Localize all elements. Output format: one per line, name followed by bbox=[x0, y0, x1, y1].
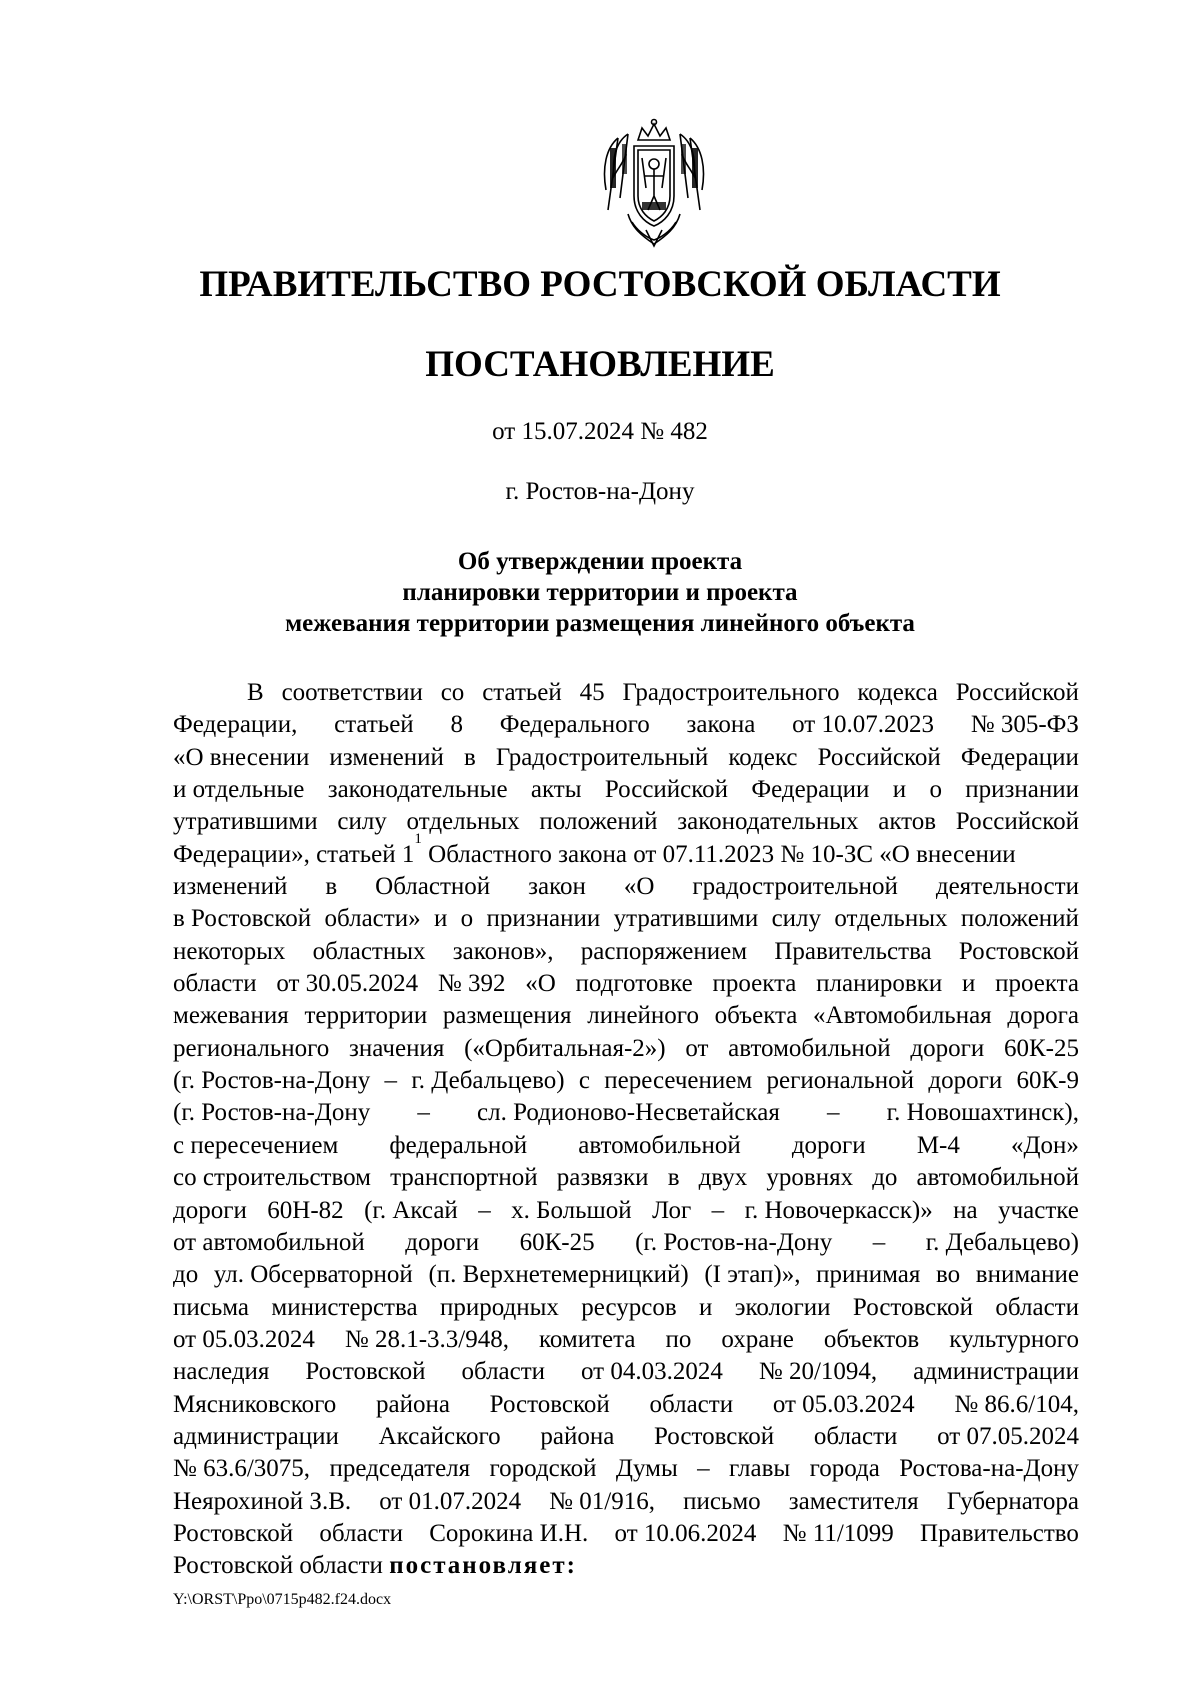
organization-title: ПРАВИТЕЛЬСТВО РОСТОВСКОЙ ОБЛАСТИ bbox=[199, 264, 1001, 305]
body-word: двух bbox=[698, 1164, 748, 1192]
document-type-title: ПОСТАНОВЛЕНИЕ bbox=[425, 344, 775, 385]
body-word: охране bbox=[721, 1325, 794, 1353]
body-word: в Ростовской bbox=[173, 905, 312, 933]
body-word: во bbox=[936, 1261, 961, 1289]
body-word: (п. Верхнетемерницкий) bbox=[428, 1261, 689, 1289]
body-word: 60К-25 bbox=[519, 1228, 595, 1256]
body-word: межевания bbox=[173, 1002, 289, 1030]
body-word: х. Большой bbox=[511, 1196, 632, 1224]
body-word: ул. Обсерваторной bbox=[213, 1261, 413, 1289]
subject-line: планировки территории и проекта bbox=[402, 579, 798, 606]
body-word: статьей bbox=[334, 711, 414, 739]
body-word: – bbox=[872, 1228, 886, 1256]
body-word: дороги bbox=[910, 1034, 985, 1062]
body-word: положений bbox=[539, 808, 658, 836]
body-word: Градостроительного bbox=[622, 679, 840, 706]
body-word: от 05.03.2024 bbox=[772, 1390, 915, 1418]
body-word: до bbox=[173, 1261, 199, 1289]
body-word: пересечением bbox=[604, 1067, 753, 1095]
body-line bbox=[173, 1097, 1079, 1129]
body-word: от bbox=[685, 1034, 709, 1062]
body-word: дороги bbox=[791, 1131, 866, 1159]
body-word: от автомобильной bbox=[173, 1228, 365, 1256]
body-word: комитета bbox=[539, 1325, 636, 1353]
body-word: администрации bbox=[913, 1358, 1079, 1386]
body-word: – bbox=[417, 1099, 430, 1127]
body-word: Федерации, bbox=[173, 711, 298, 739]
document-city: г. Ростов-на-Дону bbox=[505, 478, 695, 505]
body-word: автомобильной bbox=[728, 1034, 891, 1062]
subject-line: Об утверждении проекта bbox=[457, 548, 743, 575]
body-word: («Орбитальная-2») bbox=[464, 1034, 666, 1062]
body-word: области bbox=[813, 1422, 898, 1450]
body-word: сл. Родионово-Несветайская bbox=[477, 1099, 780, 1127]
body-word: Российской bbox=[604, 776, 729, 804]
body-word: Российской bbox=[955, 679, 1079, 706]
body-word: в bbox=[325, 873, 338, 901]
body-word: М-4 bbox=[916, 1131, 960, 1159]
body-word: по bbox=[665, 1325, 692, 1353]
body-word: культурного bbox=[949, 1325, 1079, 1353]
body-word: министерства bbox=[271, 1293, 418, 1321]
body-word: письма bbox=[173, 1293, 250, 1321]
body-word: Ростовской bbox=[489, 1390, 610, 1418]
body-word: проекта bbox=[995, 970, 1079, 998]
body-word: принимая bbox=[816, 1261, 921, 1289]
body-word: актов bbox=[878, 808, 937, 836]
body-word: – bbox=[827, 1099, 840, 1127]
body-word: г. Новочеркасск)» bbox=[744, 1196, 933, 1224]
body-word: председателя bbox=[329, 1455, 471, 1483]
body-word: Ростовской bbox=[958, 937, 1079, 965]
body-word: линейного bbox=[587, 1002, 699, 1030]
body-word: экологии bbox=[734, 1293, 831, 1321]
body-text: Федерации», статьей 1 bbox=[173, 840, 415, 868]
body-word: федеральной bbox=[389, 1131, 528, 1159]
body-word: «Автомобильная bbox=[813, 1002, 992, 1030]
body-word: (I этап)», bbox=[704, 1261, 801, 1289]
body-word: Думы bbox=[615, 1455, 678, 1483]
body-word: закона bbox=[686, 711, 756, 739]
body-word: законодательных bbox=[677, 808, 859, 836]
body-word: некоторых bbox=[173, 937, 286, 965]
document-date-number: от 15.07.2024 № 482 bbox=[492, 418, 708, 445]
body-word: Правительства bbox=[774, 937, 932, 965]
body-word: в bbox=[463, 743, 476, 771]
body-word: Правительство bbox=[920, 1519, 1079, 1547]
body-line bbox=[173, 1227, 1079, 1259]
body-word: № 305-ФЗ bbox=[970, 711, 1079, 739]
body-word: (г. Ростов-на-Дону bbox=[173, 1067, 371, 1095]
body-word: Федерации bbox=[751, 776, 870, 804]
subject-line: межевания территории размещения линейного объекта bbox=[285, 610, 915, 637]
body-word: региональной bbox=[766, 1067, 915, 1095]
file-path-footer: Y:\ORST\Ppo\0715p482.f24.docx bbox=[173, 1591, 392, 1608]
body-word: г. Дебальцево) bbox=[411, 1067, 565, 1095]
body-word: утратившими bbox=[613, 905, 759, 933]
body-word: Аксайского bbox=[378, 1422, 501, 1450]
body-word: – bbox=[697, 1455, 710, 1483]
body-line bbox=[173, 936, 1079, 968]
body-word: от 01.07.2024 bbox=[379, 1487, 522, 1515]
body-word: 45 bbox=[579, 679, 605, 706]
body-word: (г. Аксай bbox=[364, 1196, 458, 1224]
body-word: Губернатора bbox=[946, 1487, 1079, 1515]
body-word: «О bbox=[525, 970, 556, 998]
body-text: Областного закона от 07.11.2023 № 10-ЗС «О внесении bbox=[421, 840, 1016, 868]
body-word: области bbox=[173, 970, 257, 998]
body-word: Российской bbox=[817, 743, 941, 771]
body-word: признании bbox=[965, 776, 1079, 804]
body-word: и bbox=[961, 970, 976, 998]
body-word: № 01/916, bbox=[549, 1487, 655, 1515]
body-word: Федерального bbox=[499, 711, 650, 739]
body-word: «О bbox=[623, 873, 655, 901]
body-word: и отдельные bbox=[173, 776, 305, 804]
body-word: от 30.05.2024 bbox=[276, 970, 419, 998]
document-subject bbox=[0, 546, 1200, 639]
body-word: Неярохиной З.В. bbox=[173, 1487, 352, 1515]
body-line bbox=[173, 1453, 1079, 1485]
body-word: изменений bbox=[173, 873, 288, 901]
body-word: отдельных bbox=[406, 808, 520, 836]
body-word: изменений bbox=[329, 743, 444, 771]
body-word: акты bbox=[530, 776, 582, 804]
body-word: (г. Ростов-на-Дону bbox=[635, 1228, 833, 1256]
body-word: области bbox=[319, 1519, 403, 1547]
body-word: № 86.6/104, bbox=[954, 1390, 1079, 1418]
body-word: градостроительной bbox=[692, 873, 898, 901]
body-superscript: 1 bbox=[414, 830, 422, 847]
body-word: развязки bbox=[556, 1164, 649, 1192]
body-word: № 28.1-3.3/948, bbox=[344, 1325, 509, 1353]
body-word: транспортной bbox=[390, 1164, 538, 1192]
body-word: Сорокина И.Н. bbox=[429, 1519, 589, 1547]
body-word: от 05.03.2024 bbox=[173, 1325, 315, 1353]
body-word: силу bbox=[771, 905, 822, 933]
body-word: района bbox=[375, 1390, 450, 1418]
body-word: распоряжением bbox=[580, 937, 748, 965]
body-word: района bbox=[540, 1422, 615, 1450]
body-word: дорога bbox=[1007, 1002, 1079, 1030]
body-word: с bbox=[578, 1067, 590, 1095]
body-word: администрации bbox=[173, 1422, 339, 1450]
body-word: внимание bbox=[975, 1261, 1079, 1289]
body-word: объекта bbox=[714, 1002, 798, 1030]
rostov-region-coat-of-arms-icon bbox=[598, 118, 710, 248]
body-word: города bbox=[809, 1455, 880, 1483]
body-word: 60Н-82 bbox=[267, 1196, 344, 1224]
body-word: отдельных bbox=[834, 905, 948, 933]
body-word: № 11/1099 bbox=[782, 1519, 894, 1547]
body-line bbox=[173, 1162, 1079, 1194]
body-word: силу bbox=[337, 808, 387, 836]
body-word: 8 bbox=[450, 711, 463, 739]
body-word: от 10.06.2024 bbox=[614, 1519, 757, 1547]
body-word: области bbox=[995, 1293, 1079, 1321]
body-line bbox=[173, 1292, 1079, 1324]
body-word: дороги bbox=[173, 1196, 247, 1224]
body-word: автомобильной bbox=[916, 1164, 1079, 1192]
body-word: закон bbox=[528, 873, 586, 901]
body-word: законов», bbox=[452, 937, 554, 965]
body-word: в bbox=[667, 1164, 680, 1192]
body-word: о bbox=[929, 776, 942, 804]
body-line bbox=[173, 742, 1079, 774]
body-word: и bbox=[892, 776, 907, 804]
resolution-keyword: постановляет: bbox=[389, 1552, 577, 1580]
body-word: Ростовской bbox=[852, 1293, 974, 1321]
body-line bbox=[173, 709, 1079, 741]
body-word: Ростовской bbox=[654, 1422, 775, 1450]
body-line bbox=[173, 1130, 1079, 1162]
body-word: автомобильной bbox=[578, 1131, 741, 1159]
body-word: городской bbox=[489, 1455, 597, 1483]
body-word: законодательные bbox=[327, 776, 508, 804]
body-word: с пересечением bbox=[173, 1131, 339, 1159]
body-word: Областной bbox=[375, 873, 491, 901]
body-line bbox=[173, 830, 1079, 871]
body-word: проекта bbox=[712, 970, 797, 998]
body-line bbox=[173, 1324, 1079, 1356]
body-word: (г. Ростов-на-Дону bbox=[173, 1099, 371, 1127]
body-word: до bbox=[872, 1164, 898, 1192]
body-line bbox=[173, 774, 1079, 806]
body-word: Ростовской bbox=[173, 1519, 294, 1547]
body-word: Ростовской bbox=[305, 1358, 426, 1386]
body-word: заместителя bbox=[788, 1487, 919, 1515]
body-word: размещения bbox=[442, 1002, 572, 1030]
body-word: 60К-9 bbox=[1016, 1067, 1079, 1095]
body-word: Российской bbox=[955, 808, 1079, 836]
body-word: – bbox=[478, 1196, 491, 1224]
body-line bbox=[173, 1421, 1079, 1453]
body-word: природных bbox=[439, 1293, 559, 1321]
body-word: Мясниковского bbox=[173, 1390, 337, 1418]
body-word: г. Дебальцево) bbox=[925, 1228, 1079, 1256]
body-word: № 63.6/3075, bbox=[173, 1455, 311, 1483]
body-line bbox=[173, 1356, 1079, 1388]
body-word: от 07.05.2024 bbox=[937, 1422, 1079, 1450]
body-word: значения bbox=[349, 1034, 445, 1062]
body-word: участке bbox=[998, 1196, 1079, 1224]
body-word: Лог bbox=[652, 1196, 692, 1224]
body-word: со bbox=[440, 679, 465, 706]
body-word: Ростова-на-Дону bbox=[899, 1455, 1079, 1483]
body-line bbox=[173, 1065, 1079, 1097]
body-word: деятельности bbox=[935, 873, 1079, 901]
body-word: дороги bbox=[928, 1067, 1003, 1095]
body-word: от 04.03.2024 bbox=[581, 1358, 723, 1386]
body-word: и bbox=[699, 1293, 713, 1321]
body-word: признании bbox=[486, 905, 601, 933]
body-word: о bbox=[460, 905, 474, 933]
body-line bbox=[173, 1000, 1079, 1032]
body-line bbox=[173, 1518, 1079, 1550]
body-word: уровнях bbox=[766, 1164, 854, 1192]
body-word: № 392 bbox=[437, 970, 506, 998]
body-word: Федерации bbox=[960, 743, 1079, 771]
body-line bbox=[173, 677, 1079, 709]
body-word: г. Новошахтинск), bbox=[886, 1099, 1079, 1127]
body-word: со строительством bbox=[173, 1164, 371, 1192]
body-word: наследия bbox=[173, 1358, 270, 1386]
body-word: планировки bbox=[816, 970, 943, 998]
body-word: подготовке bbox=[575, 970, 693, 998]
body-word: области bbox=[461, 1358, 546, 1386]
body-word: соответствии bbox=[281, 679, 423, 706]
body-word: дороги bbox=[405, 1228, 480, 1256]
document-body bbox=[173, 677, 1079, 1583]
body-line bbox=[173, 1259, 1079, 1291]
body-word: статьей bbox=[482, 679, 562, 706]
body-word: области» bbox=[324, 905, 421, 933]
body-line bbox=[173, 1486, 1079, 1518]
body-word: № 20/1094, bbox=[758, 1358, 878, 1386]
body-line bbox=[173, 1550, 1079, 1582]
body-line bbox=[173, 903, 1079, 935]
body-line bbox=[173, 871, 1079, 903]
body-line bbox=[173, 968, 1079, 1000]
body-word: – bbox=[711, 1196, 725, 1224]
body-word: письмо bbox=[683, 1487, 761, 1515]
body-line bbox=[173, 1033, 1079, 1065]
body-word: и bbox=[433, 905, 448, 933]
body-word: от 10.07.2023 bbox=[792, 711, 934, 739]
body-word: ресурсов bbox=[581, 1293, 677, 1321]
body-word: главы bbox=[729, 1455, 791, 1483]
body-word: регионального bbox=[173, 1034, 330, 1062]
body-word: «О внесении bbox=[173, 743, 310, 771]
body-word: «Дон» bbox=[1011, 1131, 1079, 1159]
body-word: кодекс bbox=[728, 743, 798, 771]
body-line bbox=[173, 806, 1079, 838]
body-text: Ростовской области bbox=[173, 1552, 390, 1580]
body-word: положений bbox=[960, 905, 1079, 933]
body-word: утратившими bbox=[173, 808, 318, 836]
body-word: области bbox=[649, 1390, 734, 1418]
body-word: территории bbox=[304, 1002, 428, 1030]
body-word: – bbox=[384, 1067, 398, 1095]
body-word: 60К-25 bbox=[1003, 1034, 1079, 1062]
body-line bbox=[173, 1389, 1079, 1421]
body-line bbox=[173, 1195, 1079, 1227]
body-word: объектов bbox=[823, 1325, 920, 1353]
body-word: Градостроительный bbox=[495, 743, 709, 771]
body-word: кодекса bbox=[857, 679, 938, 706]
body-word: областных bbox=[312, 937, 426, 965]
body-word: В bbox=[247, 679, 264, 706]
body-word: на bbox=[953, 1196, 978, 1224]
